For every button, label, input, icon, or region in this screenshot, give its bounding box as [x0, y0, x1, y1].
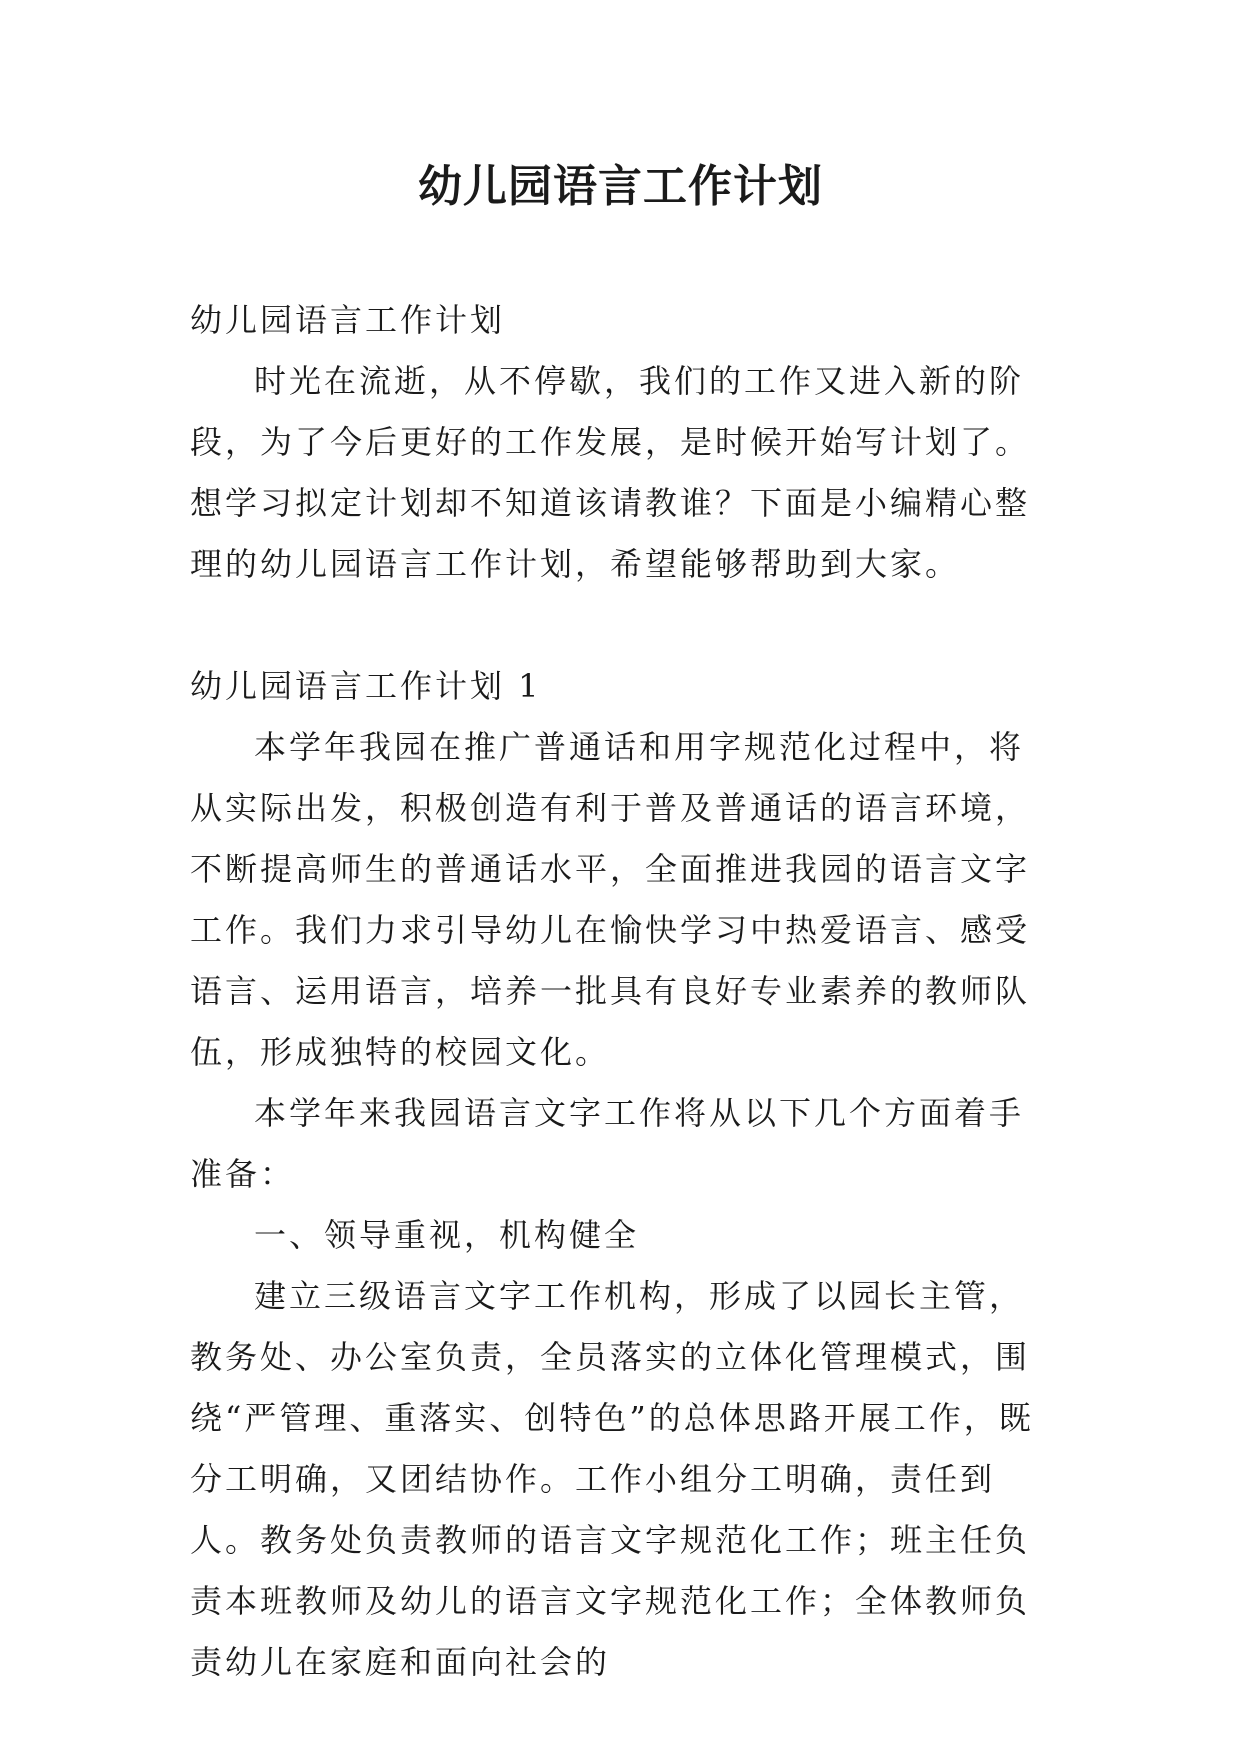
document-title: 幼儿园语言工作计划: [418, 161, 823, 212]
intro-paragraph: 时光在流逝，从不停歇，我们的工作又进入新的阶段，为了今后更好的工作发展，是时候开始写计划了。想学习拟定计划却不知道该请教谁？下面是小编精心整理的幼儿园语言工作计划，希望能够帮助到大家。: [190, 362, 1031, 583]
document-body: [190, 290, 1055, 1693]
intro-heading: 幼儿园语言工作计划: [190, 301, 506, 339]
section1-paragraph-3: 建立三级语言文字工作机构，形成了以园长主管，教务处、办公室负责，全员落实的立体化管理模式，围绕“严管理、重落实、创特色”的总体思路开展工作，既分工明确，又团结协作。工作小组分工明确，责任到人。教务处负责教师的语言文字规范化工作；班主任负责本班教师及幼儿的语言文字规范化工作；全体教师负责幼儿在家庭和面向社会的: [190, 1277, 1034, 1681]
section1-subheading-1: 一、领导重视，机构健全: [254, 1216, 640, 1254]
section1-heading: 幼儿园语言工作计划 1: [190, 667, 542, 705]
section1-paragraph-1: 本学年我园在推广普通话和用字规范化过程中，将从实际出发，积极创造有利于普及普通话的语言环境，不断提高师生的普通话水平，全面推进我园的语言文字工作。我们力求引导幼儿在愉快学习中热爱语言、感受语言、运用语言，培养一批具有良好专业素养的教师队伍，形成独特的校园文化。: [190, 728, 1031, 1071]
section1-paragraph-2: 本学年来我园语言文字工作将从以下几个方面着手准备：: [190, 1094, 1025, 1193]
